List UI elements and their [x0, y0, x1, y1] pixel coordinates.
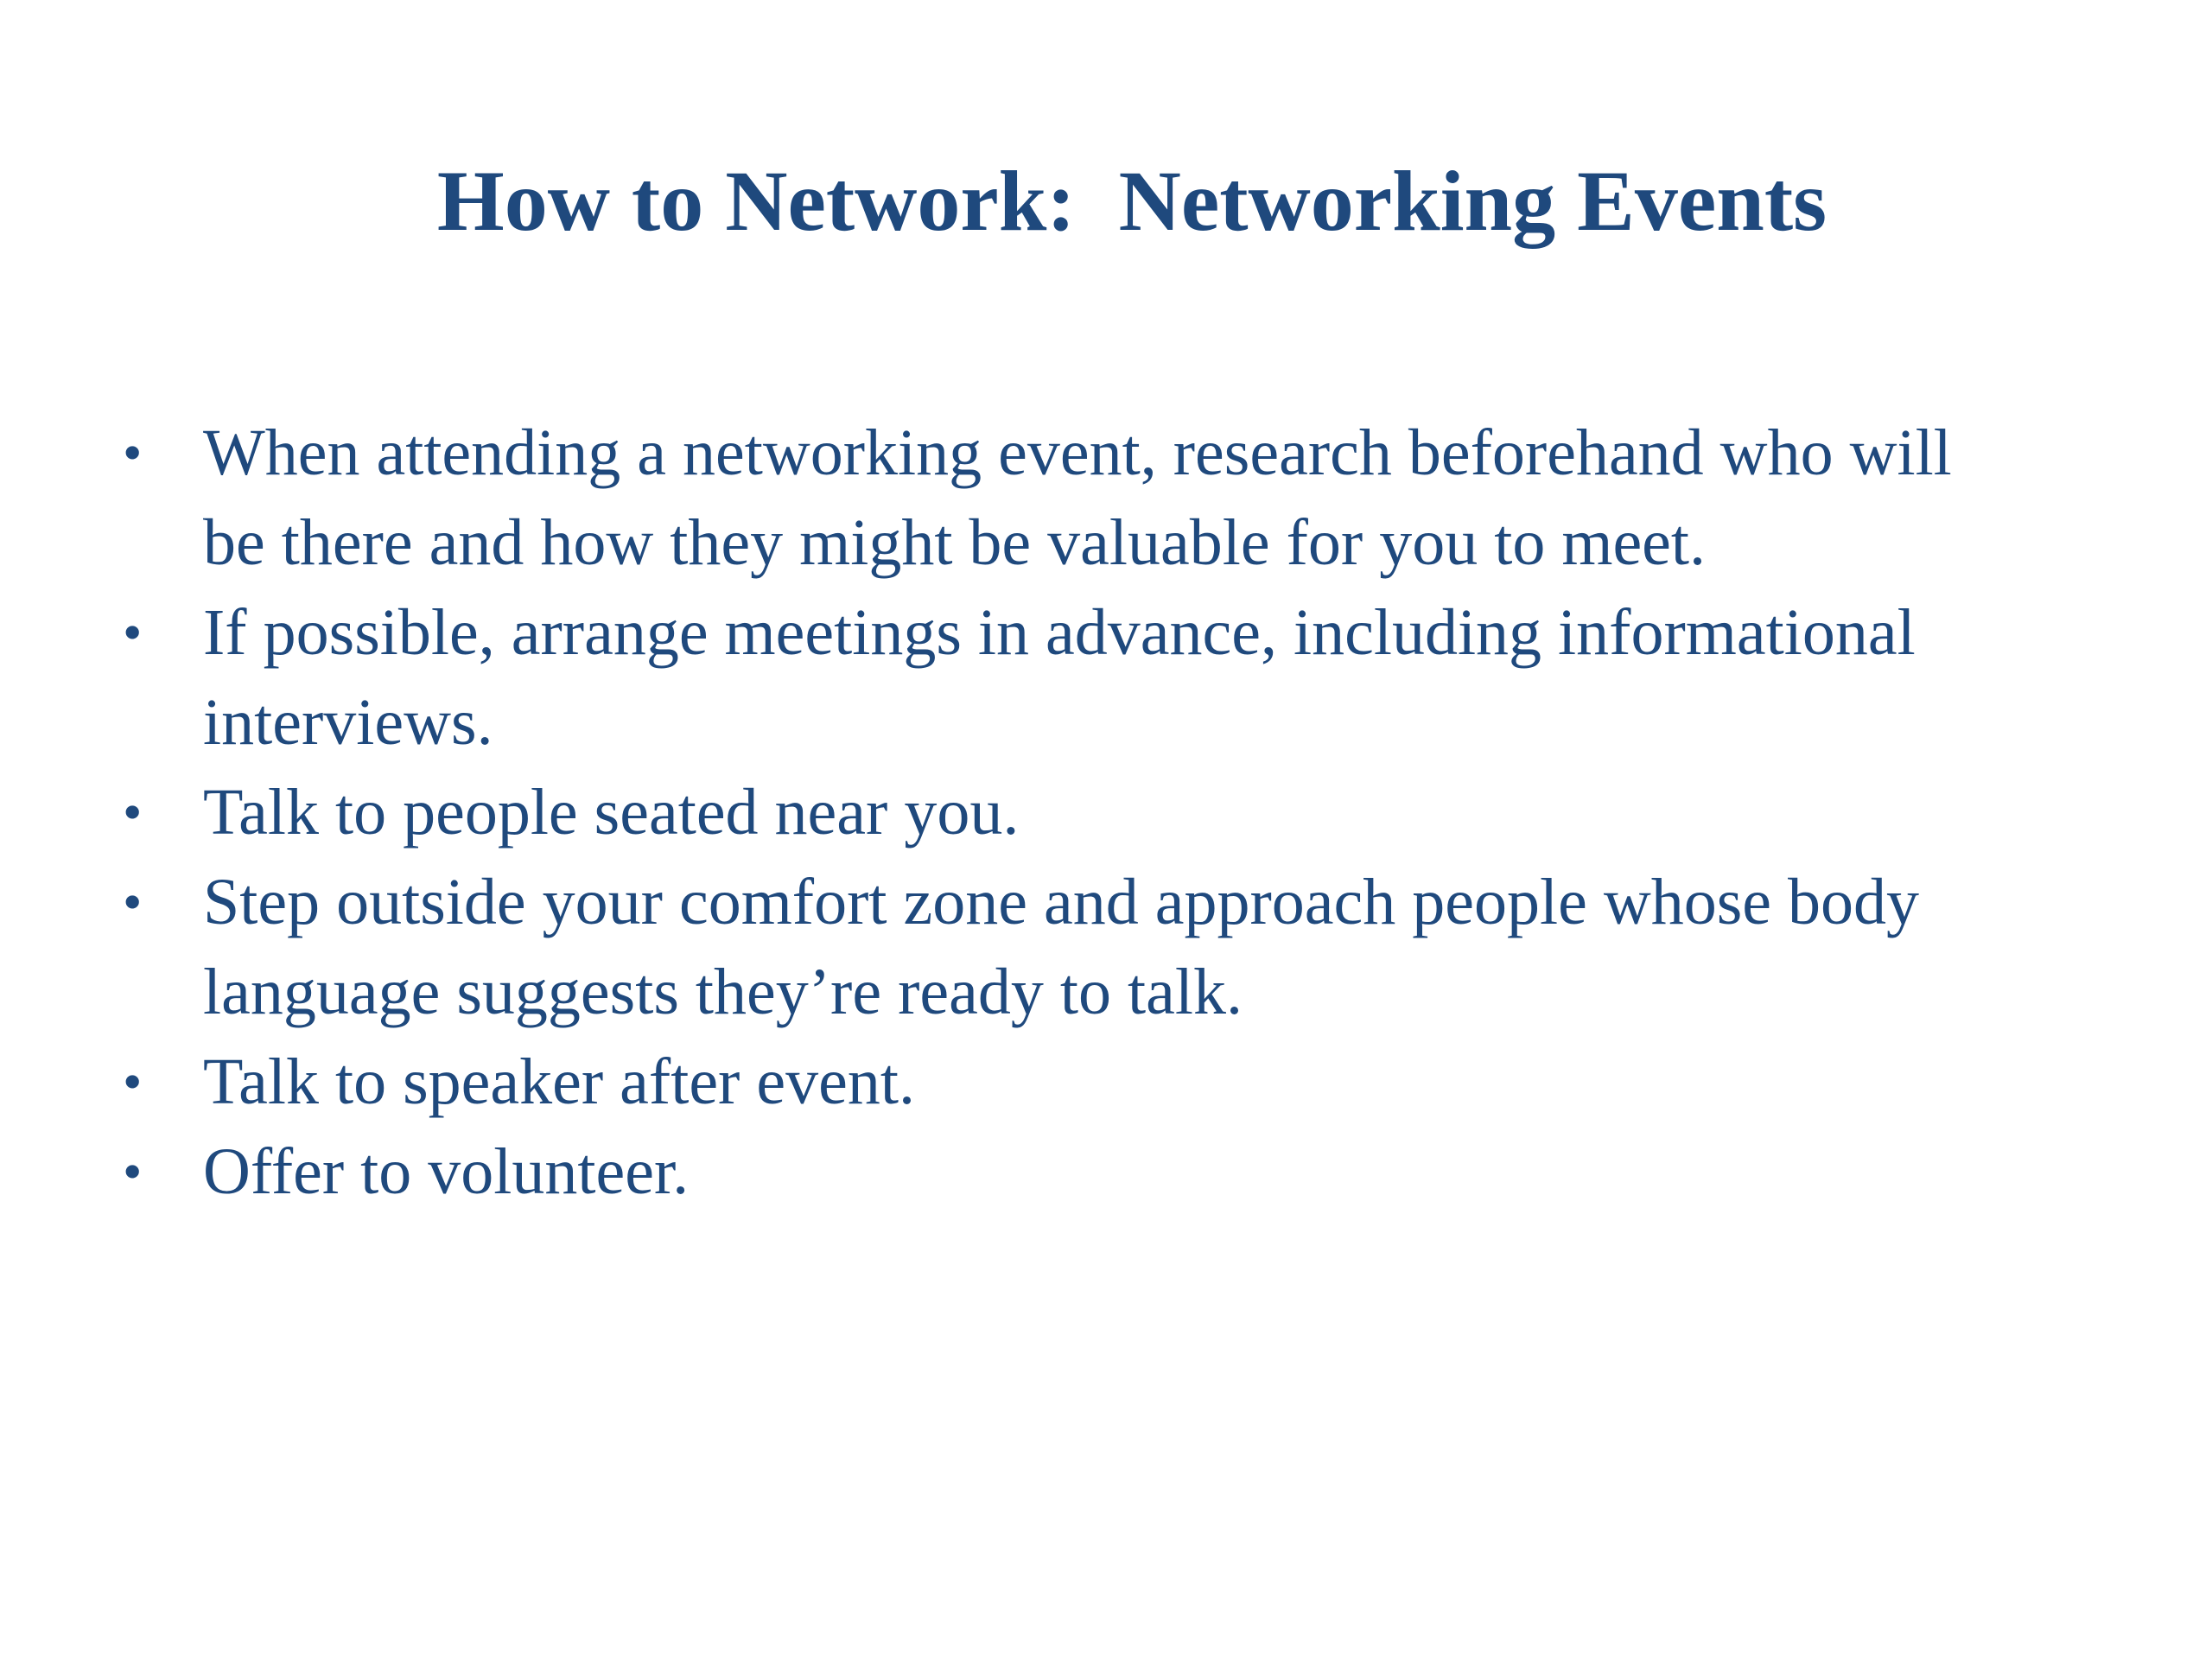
bullet-marker: • — [123, 1051, 143, 1112]
bullet-item-talk-to-people — [123, 767, 2006, 857]
bullet-item-comfort-zone — [123, 857, 2006, 1037]
bullet-marker: • — [123, 422, 143, 483]
bullet-list — [123, 408, 2006, 1217]
bullet-text: If possible, arrange meetings in advance, including informational interviews. — [203, 596, 1916, 759]
bullet-text: Talk to speaker after event. — [203, 1046, 915, 1118]
bullet-item-volunteer — [123, 1127, 2006, 1217]
bullet-text: Offer to volunteer. — [203, 1135, 690, 1208]
bullet-marker: • — [123, 601, 143, 663]
bullet-text: When attending a networking event, research beforehand who will be there and how they might be valuable for you to meet. — [203, 416, 1952, 579]
slide-title: How to Network: Networking Events — [436, 153, 1827, 249]
bullet-item-arrange-meetings — [123, 588, 2006, 767]
bullet-item-talk-to-speaker — [123, 1037, 2006, 1127]
bullet-marker: • — [123, 1141, 143, 1202]
bullet-marker: • — [123, 781, 143, 842]
bullet-text: Talk to people seated near you. — [203, 776, 1020, 849]
bullet-item-research — [123, 408, 2006, 588]
bullet-marker: • — [123, 871, 143, 932]
bullet-text: Step outside your comfort zone and approach people whose body language suggests they’re ready to talk. — [203, 866, 1920, 1028]
